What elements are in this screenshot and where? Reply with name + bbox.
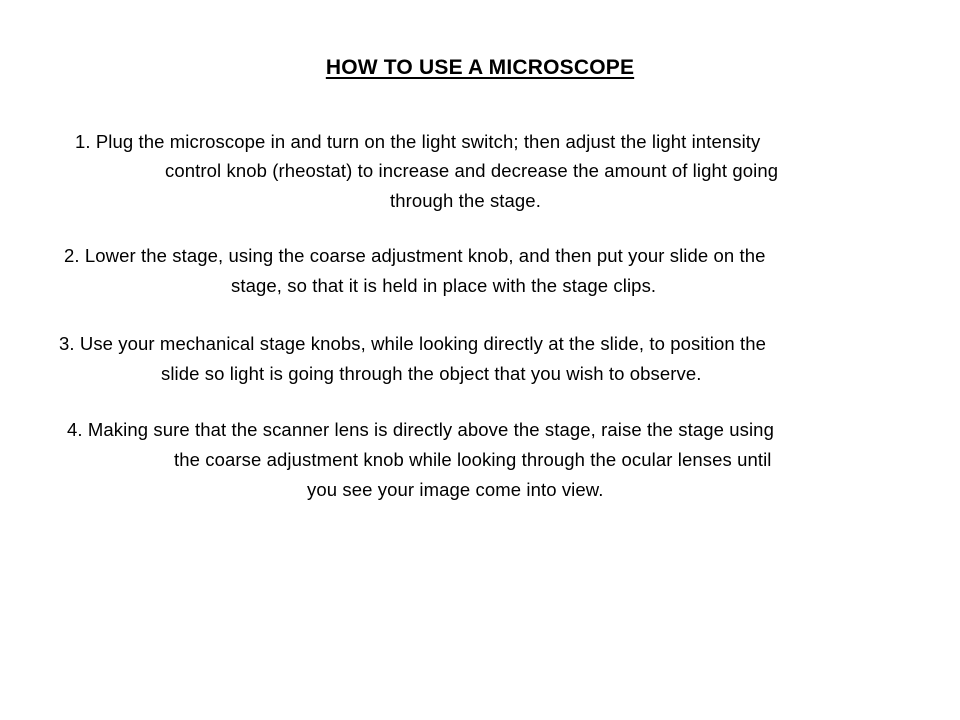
step-4-line-1: 4. Making sure that the scanner lens is directly above the stage, raise the stage using [67, 419, 774, 440]
step-3-line-2: slide so light is going through the object that you wish to observe. [161, 363, 702, 384]
step-1-line-1: 1. Plug the microscope in and turn on the light switch; then adjust the light intensity [75, 131, 761, 152]
step-4-line-2: the coarse adjustment knob while looking through the ocular lenses until [174, 449, 772, 470]
step-4-line-3: you see your image come into view. [307, 479, 604, 500]
step-1-line-2: control knob (rheostat) to increase and decrease the amount of light going [165, 160, 779, 181]
step-1-line-3: through the stage. [390, 190, 541, 211]
page-title: HOW TO USE A MICROSCOPE [325, 56, 635, 79]
step-3-line-1: 3. Use your mechanical stage knobs, while looking directly at the slide, to position the [59, 333, 767, 354]
step-2-line-2: stage, so that it is held in place with the stage clips. [231, 275, 657, 296]
step-2-line-1: 2. Lower the stage, using the coarse adjustment knob, and then put your slide on the [64, 245, 766, 266]
